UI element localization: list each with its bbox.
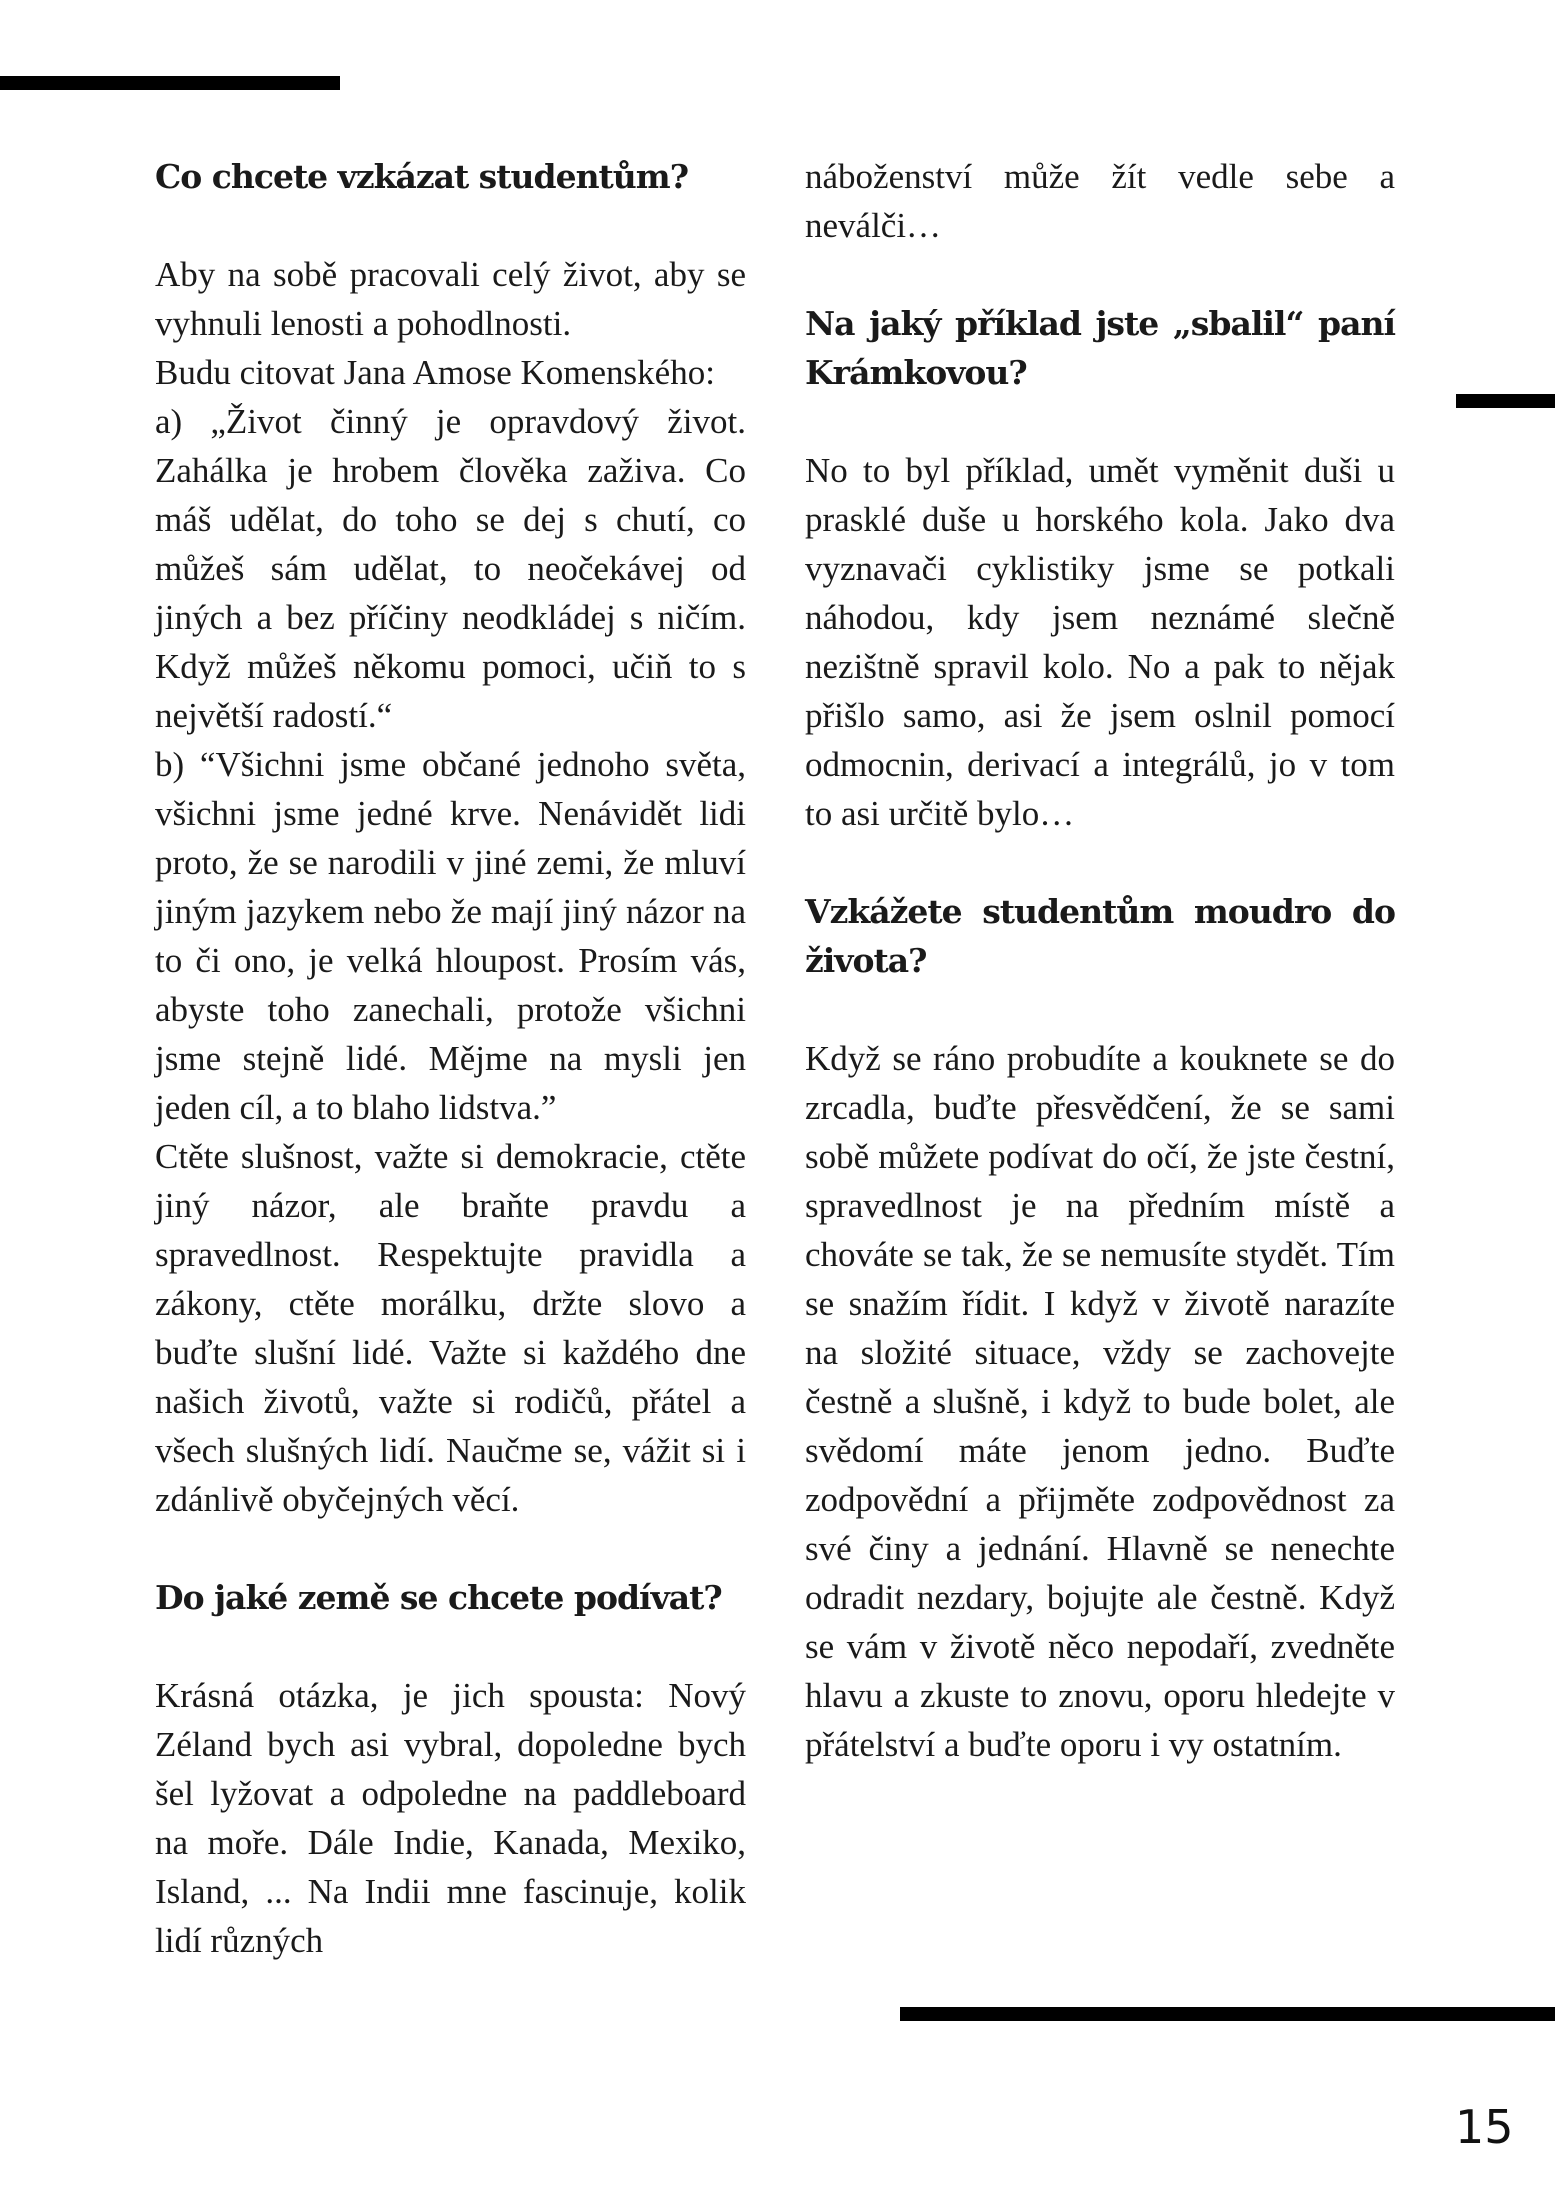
answer-paragraph: No to byl příklad, umět vyměnit duši u prasklé duše u horského kola. Jako dva vyznavači cyklistiky jsme se potkali náhodou, kdy jsem neznámé slečně nezištně spravil kolo. No a pak to nějak přišlo samo, asi že jsem oslnil pomocí odmocnin, derivací a integrálů, jo v tom to asi určitě bylo…: [805, 451, 1395, 833]
page-number: 15: [1455, 2100, 1514, 2154]
question-heading: Do jaké země se chcete podívat?: [155, 1578, 722, 1617]
left-column: [155, 152, 746, 1965]
question-heading: Vzkážete studentům moudro do života?: [805, 892, 1395, 980]
answer-paragraph: Krásná otázka, je jich spousta: Nový Zéland bych asi vybral, dopoledne bych šel lyžovat a odpoledne na paddleboard na moře. Dále Indie, Kanada, Mexiko, Island, ... Na Indii mne fascinuje, kolik lidí různých: [155, 1676, 746, 1960]
decorative-rule-right: [1456, 394, 1555, 408]
question-heading: Co chcete vzkázat studentům?: [155, 157, 689, 196]
question-heading: Na jaký příklad jste „sbalil“ paní Krámkovou?: [805, 304, 1395, 392]
continued-paragraph: náboženství může žít vedle sebe a neválči…: [805, 157, 1395, 245]
answer-paragraph: Aby na sobě pracovali celý život, aby se vyhnuli lenosti a pohodlnosti. Budu citovat Jana Amose Komenského: a) „Život činný je opravdový život. Zahálka je hrobem člověka zaživa. Co máš udělat, do toho se dej s chutí, co můžeš sám udělat, to neočekávej od jiných a bez příčiny neodkládej s ničím. Když můžeš někomu pomoci, učiň to s největší radostí.“ b) “Všichni jsme občané jednoho světa, všichni jsme jedné krve. Nenávidět lidi proto, že se narodili v jiné zemi, že mluví jiným jazykem nebo že mají jiný názor na to či ono, je velká hloupost. Prosím vás, abyste toho zanechali, protože všichni jsme stejně lidé. Mějme na mysli jen jeden cíl, a to blaho lidstva.” Ctěte slušnost, važte si demokracie, ctěte jiný názor, ale braňte pravdu a spravedlnost. Respektujte pravidla a zákony, ctěte morálku, držte slovo a buďte slušní lidé. Važte si každého dne našich životů, važte si rodičů, přátel a všech slušných lidí. Naučme se, vážit si i zdánlivě obyčejných věcí.: [155, 255, 746, 1519]
decorative-rule-bottom: [900, 2007, 1555, 2021]
decorative-rule-top: [0, 76, 340, 90]
answer-paragraph: Když se ráno probudíte a kouknete se do zrcadla, buďte přesvědčení, že se sami sobě můžete podívat do očí, že jste čestní, spravedlnost je na předním místě a chováte se tak, že se nemusíte stydět. Tím se snažím řídit. I když v životě narazíte na složité situace, vždy se zachovejte čestně a slušně, i když to bude bolet, ale svědomí máte jenom jedno. Buďte zodpovědní a přijměte zodpovědnost za své činy a jednání. Hlavně se nenechte odradit nezdary, bojujte ale čestně. Když se vám v životě něco nepodaří, zvedněte hlavu a zkuste to znovu, oporu hledejte v přátelství a buďte oporu i vy ostatním.: [805, 1039, 1395, 1764]
right-column: [805, 152, 1395, 1769]
